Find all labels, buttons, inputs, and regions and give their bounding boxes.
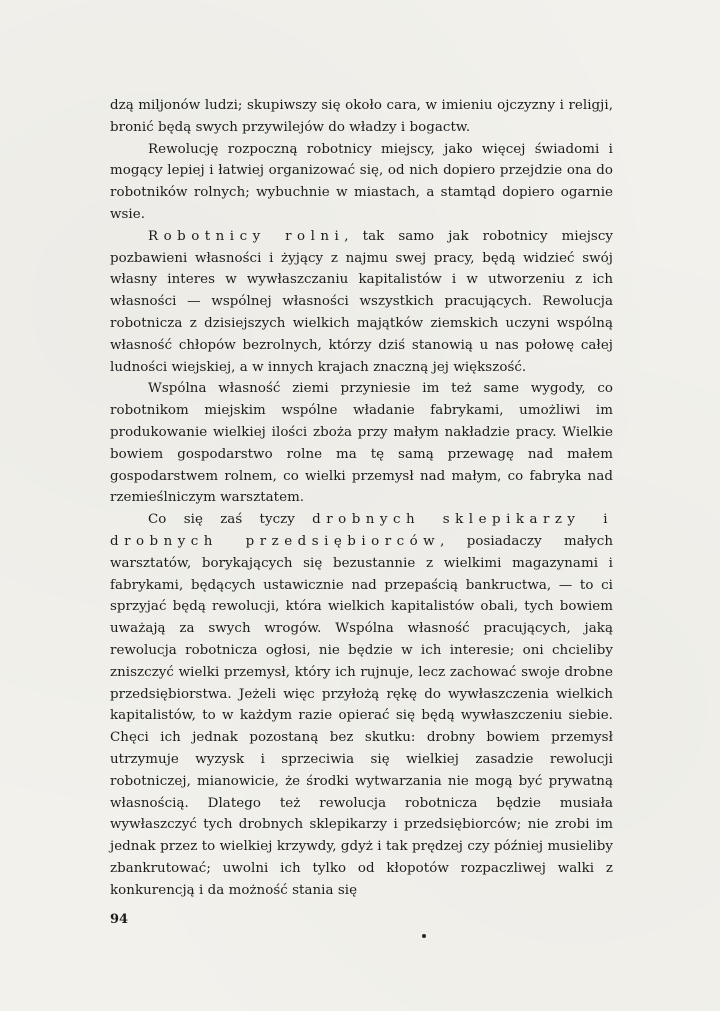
body-text: [110, 95, 613, 901]
emphasized-text: Robotnicy rolni: [148, 228, 345, 244]
paragraph: [110, 378, 613, 509]
paragraph-text: Co się zaś tyczy: [148, 512, 313, 528]
ink-dot: [422, 934, 426, 938]
paragraph: [110, 226, 613, 379]
page-number: 94: [110, 912, 129, 927]
paragraph: [110, 139, 613, 226]
paragraph-text: Wspólna własność ziemi przyniesie im też same wygody, co robotnikom miejskim wspólne władanie fabrykami, umożliwi im produkowanie wielkiej ilości zboża przy małym nakładzie pracy. Wielkie bowiem gospodarstwo rolne ma tę samą przewagę nad małem gospodarstwem rolnem, co wielki przemysł nad małym, co fabryka nad rzemieślniczym warsztatem.: [110, 381, 613, 506]
paragraph-text: , tak samo jak robotnicy miejscy pozbawieni własności i żyjący z najmu swej pracy, będą widzieć swój własny interes w wywłaszczaniu kapitalistów i w utworzeniu z ich własności — wspólnej własności wszystkich pracujących. Rewolucja robotnicza z dzisiejszych wielkich majątków ziemskich uczyni wspólną własność chłopów bezrolnych, którzy dziś stanowią u nas połowę całej ludności wiejskiej, a w innych krajach znaczną jej większość.: [110, 228, 613, 375]
paragraph: [110, 95, 613, 139]
paragraph-text: Rewolucję rozpoczną robotnicy miejscy, jako więcej świadomi i mogący lepiej i łatwiej organizować się, od nich dopiero przejdzie ona do robotników rolnych; wybuchnie w miastach, a stamtąd dopiero ogarnie wsie.: [110, 141, 613, 222]
paragraph: [110, 509, 613, 901]
paragraph-text: dzą miljonów ludzi; skupiwszy się około cara, w imieniu ojczyzny i religji, bronić będą swych przywilejów do władzy i bogactw.: [110, 98, 613, 135]
emphasized-text: drobnych sklepikarzy i drobnych przedsiębiorców: [110, 512, 613, 549]
paragraph-text: , posiadaczy małych warsztatów, borykających się bezustannie z wielkimi magazynami i fabrykami, będących ustawicznie nad przepaścią bankructwa, — to ci sprzyjać będą rewolucji, która wielkich kapitalistów obali, tych bowiem uważają za swych wrogów. Wspólna własność pracujących, jaką rewolucja robotnicza ogłosi, nie będzie w ich interesie; oni chcieliby zniszczyć wielki przemysł, który ich rujnuje, lecz zachować swoje drobne przedsiębiorstwa. Jeżeli więc przyłożą rękę do wywłaszczenia wielkich kapitalistów, to w każdym razie opierać się będą wywłaszczeniu siebie. Chęci ich jednak pozostaną bez skutku: drobny bowiem przemysł utrzymuje wyzysk i sprzeciwia się wielkiej zasadzie rewolucji robotniczej, mianowicie, że środki wytwarzania nie mogą być prywatną własnością. Dlatego też rewolucja robotnicza będzie musiała wywłaszczyć tych drobnych sklepikarzy i przedsiębiorców; nie zrobi im jednak przez to wielkiej krzywdy, gdyż i tak prędzej czy później musieliby zbankrutować; uwolni ich tylko od kłopotów rozpaczliwej walki z konkurencją i da możność stania się: [110, 533, 613, 898]
